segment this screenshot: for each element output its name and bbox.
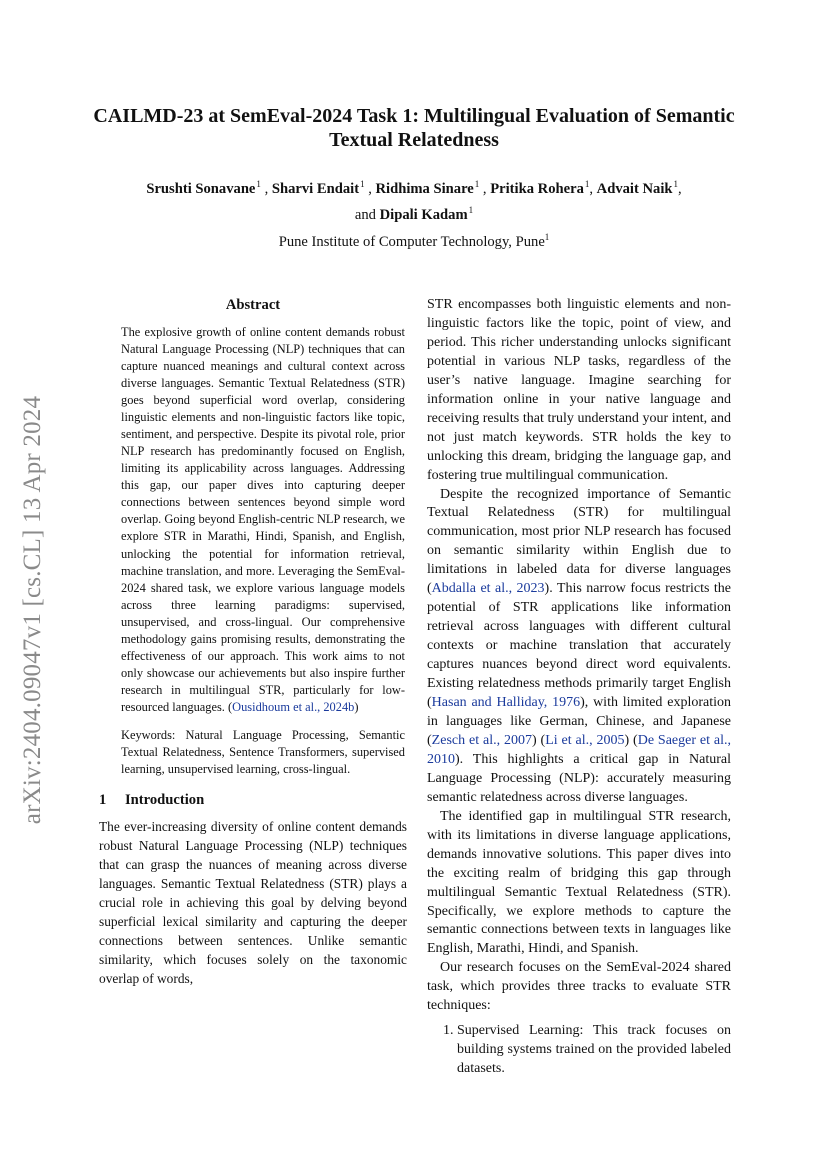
citation-link[interactable]: Abdalla et al., 2023	[431, 581, 545, 597]
abstract-heading: Abstract	[225, 297, 281, 313]
author-affil-mark: 1	[468, 205, 474, 215]
author-affil-mark: 1	[474, 179, 480, 189]
author-list: Srushti Sonavane$^1$ , Sharvi Endait$^1$ , Ridhima Sinare$^1$ , Pritika Rohera$^1$, Advait Naik$^1$, and Dipali Kadam$^1$	[146, 179, 682, 223]
author-name: Ridhima Sinare	[375, 181, 474, 197]
author-name: Sharvi Endait	[271, 181, 360, 197]
keywords: Keywords: Natural Language Processing, Semantic Textual Relatedness, Sentence Transformers, supervised learning, unsupervised learning, cross-lingual.	[121, 727, 405, 777]
abstract-text	[121, 324, 405, 716]
text-run: ), with limited exploration in languages like German, Chinese, and Japanese (	[427, 695, 731, 748]
text-run: ) (	[624, 732, 638, 748]
abstract-body: The explosive growth of online content demands robust Natural Language Processing (NLP) techniques that can capture nuanced meanings and cultural context across diverse languages. Semantic Textual Relatedness (STR) goes beyond superficial word overlap, considering linguistic elements and non-linguistic factors like topic, sentiment, and perspective. Despite its pivotal role, prior NLP research has predominantly focused on English, limiting its applicability across languages. Addressing this gap, our paper dives into capturing deeper connections between sentences beyond simple word overlap. Going beyond English-centric NLP research, we explore STR in Marathi, Hindi, Spanish, and English, unlocking the potential for information retrieval, machine translation, and more. Leveraging the SemEval-2024 shared task, we explore various language models across three learning paradigms: supervised, unsupervised, and cross-lingual. Our comprehensive methodology gains promising results, demonstrating the effectiveness of our approach. This work aims to not only showcase our achievements but also inspire further research in multilingual STR, particularly for low-resourced languages.	[121, 324, 405, 714]
author-affil-mark: 1	[673, 179, 678, 189]
author-name: Dipali Kadam	[379, 207, 468, 223]
section-number: 1	[99, 792, 107, 809]
citation-link[interactable]: Li et al., 2005	[545, 732, 625, 748]
citation-link[interactable]: De Saeger et al., 2010	[427, 732, 731, 767]
citation-link[interactable]: Zesch et al., 2007	[431, 732, 532, 748]
author-name: Srushti Sonavane	[146, 181, 256, 197]
citation-link[interactable]: Hasan and Halliday, 1976	[431, 695, 581, 711]
author-affil-mark: 1	[360, 179, 365, 189]
arxiv-identifier	[8, 360, 58, 860]
section-title: Introduction	[125, 792, 205, 809]
paragraph: The identified gap in multilingual STR research, with its limitations in diverse language applications, demands innovative solutions. This paper dives into the exciting realm of bridging this gap through multilingual Semantic Textual Relatedness (STR). Specifically, we explore methods to capture the semantic connections between texts in languages like English, Marathi, Hindi, and Spanish.	[427, 808, 731, 957]
citation-link[interactable]: Ousidhoum et al., 2024b	[232, 699, 355, 714]
affiliation-name: Pune Institute of Computer Technology, Pune	[278, 234, 545, 250]
text-run: ). This highlights a critical gap in Natural Language Processing (NLP): accurately measuring semantic relatedness across diverse languages.	[427, 751, 731, 805]
affiliation	[90, 226, 738, 253]
right-column	[427, 296, 731, 1079]
paragraph	[427, 486, 731, 808]
text-run: ). This narrow focus restricts the potential of STR applications like information retrieval across languages with different cultural contexts or machine translation that accurately captures nuances beyond direct word equivalents. Existing relatedness methods primarily target English (	[427, 581, 731, 711]
author-conjunction: and	[354, 207, 376, 223]
paragraph: Our research focuses on the SemEval-2024 shared task, which provides three tracks to evaluate STR techniques:	[427, 960, 731, 1014]
paragraph: The ever-increasing diversity of online content demands robust Natural Language Processing (NLP) techniques that can grasp the nuances of meaning across diverse languages. Semantic Textual Relatedness (STR) plays a crucial role in achieving this goal by delving beyond superficial lexical similarity and capturing the deeper connections between sentences. Unlike semantic similarity, which focuses solely on the taxonomic overlap of words,	[99, 819, 407, 986]
text-run: ) (	[531, 732, 546, 748]
abstract-cite-close: )	[354, 699, 359, 714]
author-name: Pritika Rohera	[490, 181, 584, 197]
paragraph: STR encompasses both linguistic elements and non-linguistic factors like the topic, point of view, and period. This richer understanding unlocks significant potential in various NLP tasks, regardless of the user’s native language. Imagine searching for information online in your native language and receiving results that truly understand your intent, and not just match keywords. STR holds the key to unlocking this dream, bridging the language gap, and fostering true multilingual communication.	[427, 297, 731, 483]
author-name: Advait Naik	[596, 181, 673, 197]
section-heading	[99, 791, 407, 810]
affiliation-mark: 1	[544, 232, 550, 242]
left-column	[99, 296, 407, 989]
author-affil-mark: 1	[584, 179, 590, 189]
author-affil-mark: 1	[256, 179, 261, 189]
paper-header	[90, 104, 738, 253]
paper-title: CAILMD-23 at SemEval-2024 Task 1: Multilingual Evaluation of Semantic Textual Relatedness	[93, 105, 735, 151]
list-item: 1. Supervised Learning: This track focuses on building systems trained on the provided labeled datasets.	[457, 1022, 731, 1079]
text-run: Despite the recognized importance of Semantic Textual Relatedness (STR) for multilingual communication, most prior NLP research has focused on semantic similarity within English due to limitations in labeled data for diverse languages (	[427, 486, 731, 597]
track-list	[427, 1022, 731, 1079]
arxiv-id-text: arXiv:2404.09047v1 [cs.CL] 13 Apr 2024	[19, 395, 46, 825]
abstract-cite-open: (	[228, 699, 233, 714]
